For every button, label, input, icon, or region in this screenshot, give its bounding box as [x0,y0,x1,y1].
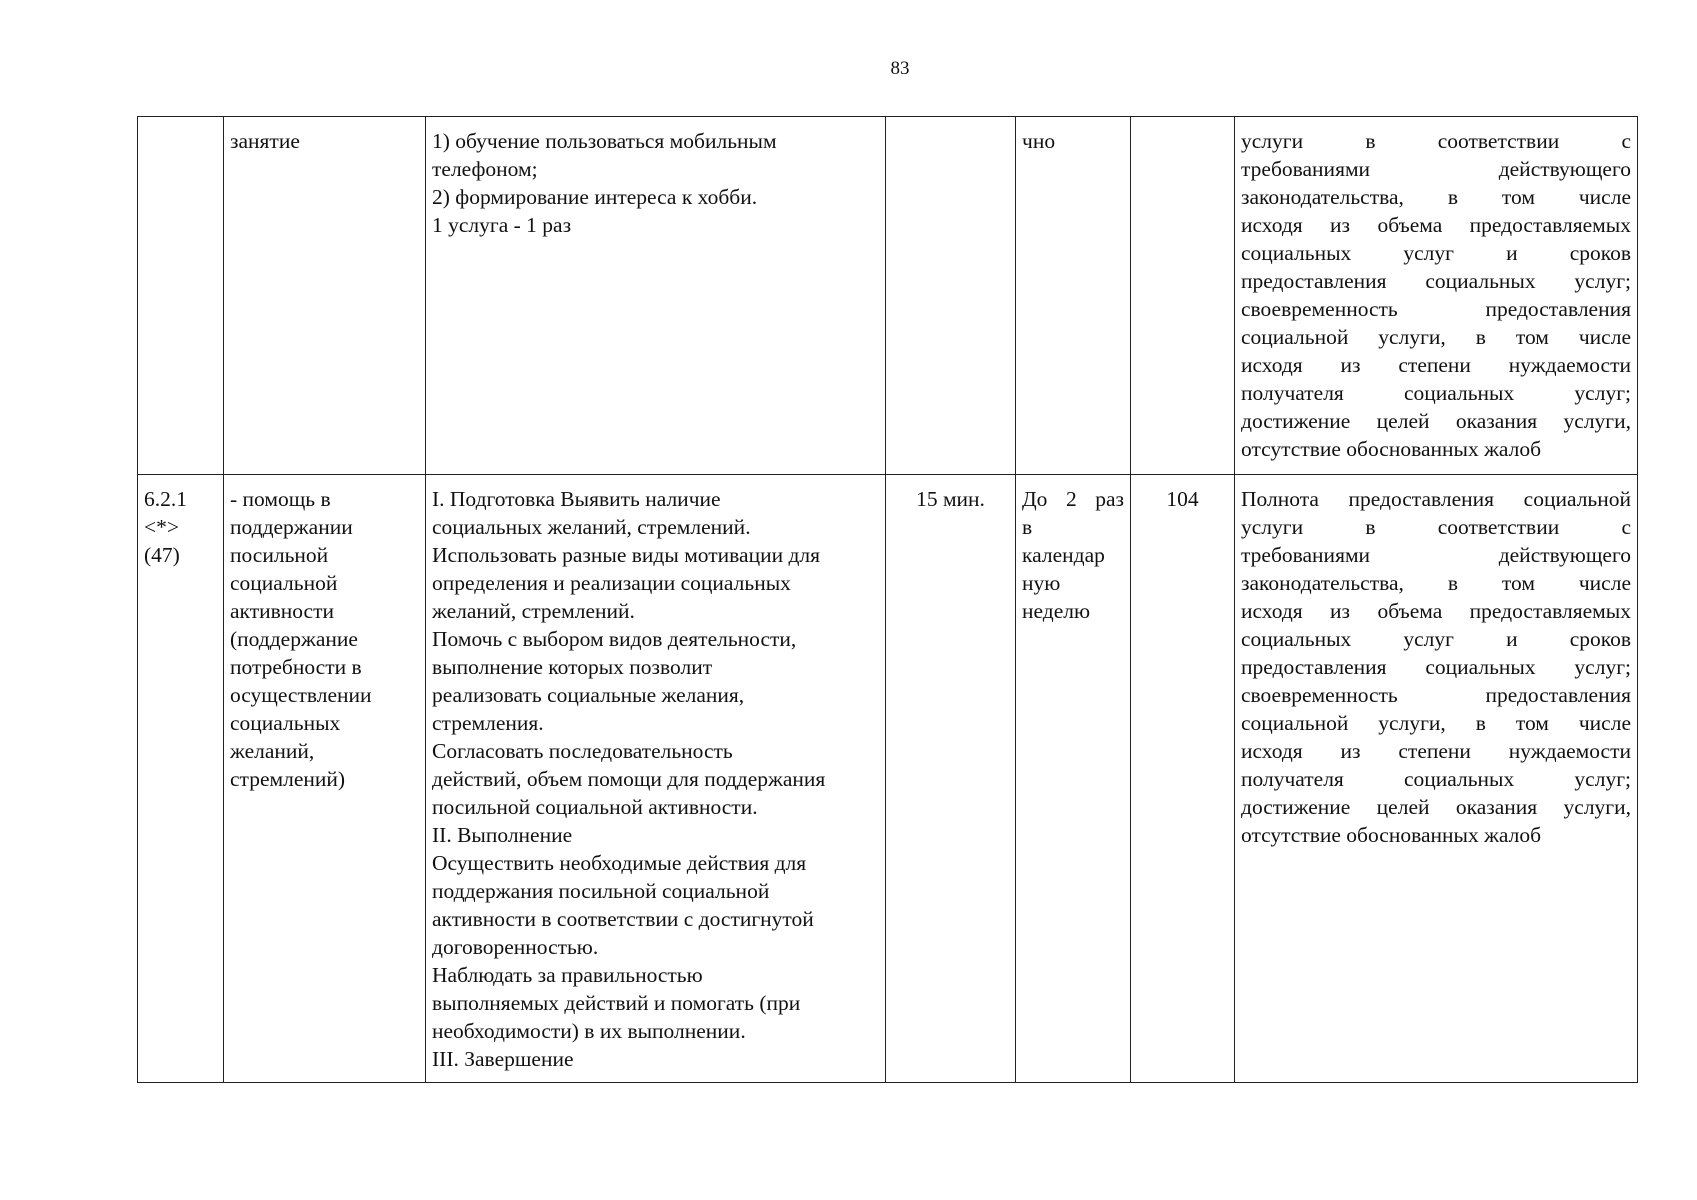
text-line: стремлений) [230,767,346,791]
text-line: получателя социальных услуг; [1241,381,1631,405]
text-line: 1 услуга - 1 раз [432,213,572,237]
frequency-cell [1016,475,1131,1083]
text-line: 2) формирование интереса к хобби. [432,185,758,209]
quality-criteria-cell [1235,475,1638,1083]
text-line: предоставления социальных услуг; [1241,655,1631,679]
text-line: исходя из степени нуждаемости [1241,353,1631,377]
code-cell [138,475,224,1083]
text-line: действий, объем помощи для поддержания [432,767,826,791]
text-line: календар [1022,543,1105,567]
text-line: 1) обучение пользоваться мобильным [432,129,777,153]
text-line: социальных услуг и сроков [1241,627,1631,651]
text-line: посильной социальной активности. [432,795,758,819]
text-line: Использовать разные виды мотивации для [432,543,821,567]
text-line: Согласовать последовательность [432,739,733,763]
text-line: достижение целей оказания услуги, [1241,409,1631,433]
text-line: Полнота предоставления социальной [1241,487,1631,511]
service-content-cell [426,117,886,475]
duration-cell: 15 мин. [886,475,1016,1083]
text-line: требованиями действующего [1241,157,1631,181]
text-line: желаний, стремлений. [432,599,635,623]
text-line: активности в соответствии с достигнутой [432,907,814,931]
service-name-cell [224,117,426,475]
cost-cell [1131,117,1235,475]
text-line: занятие [230,129,300,153]
text-line: в [1022,515,1033,539]
text-line: исходя из объема предоставляемых [1241,213,1631,237]
text-line: телефоном; [432,157,538,181]
text-line: Помочь с выбором видов деятельности, [432,627,797,651]
frequency-cell [1016,117,1131,475]
text-line: исходя из объема предоставляемых [1241,599,1631,623]
text-line: социальных [230,711,341,735]
text-line: законодательства, в том числе [1241,571,1631,595]
page-number: 83 [890,58,910,79]
duration-cell [886,117,1016,475]
text-line: реализовать социальные желания, [432,683,745,707]
text-line: достижение целей оказания услуги, [1241,795,1631,819]
text-line: необходимости) в их выполнении. [432,1019,746,1043]
text-line: - помощь в [230,487,331,511]
text-line: поддержания посильной социальной [432,879,770,903]
text-line: социальных услуг и сроков [1241,241,1631,265]
text-line: стремления. [432,711,544,735]
services-table [137,116,1638,1083]
text-line: требованиями действующего [1241,543,1631,567]
text-line: ную [1022,571,1061,595]
text-line: желаний, [230,739,315,763]
text-line: определения и реализации социальных [432,571,791,595]
text-line: договоренностью. [432,935,599,959]
text-line: своевременность предоставления [1241,297,1631,321]
text-line: отсутствие обоснованных жалоб [1241,437,1542,461]
text-line: услуги в соответствии с [1241,515,1631,539]
text-line: получателя социальных услуг; [1241,767,1631,791]
text-line: предоставления социальных услуг; [1241,269,1631,293]
text-line: законодательства, в том числе [1241,185,1631,209]
text-line: исходя из степени нуждаемости [1241,739,1631,763]
text-line: 6.2.1 [144,487,187,511]
text-line: чно [1022,129,1056,153]
text-line: социальной услуги, в том числе [1241,325,1631,349]
text-line: выполнение которых позволит [432,655,713,679]
text-line: социальной [230,571,338,595]
text-line: осуществлении [230,683,372,707]
text-line: услуги в соответствии с [1241,129,1631,153]
text-line: социальной услуги, в том числе [1241,711,1631,735]
quality-criteria-cell [1235,117,1638,475]
text-line: потребности в [230,655,362,679]
text-line: До 2 раз [1022,487,1124,511]
text-line: активности [230,599,334,623]
text-line: своевременность предоставления [1241,683,1631,707]
service-name-cell [224,475,426,1083]
text-line: поддержании [230,515,353,539]
text-line: выполняемых действий и помогать (при [432,991,801,1015]
text-line: Наблюдать за правильностью [432,963,703,987]
text-line: I. Подготовка Выявить наличие [432,487,721,511]
text-line: (поддержание [230,627,358,651]
service-content-cell [426,475,886,1083]
text-line: неделю [1022,599,1091,623]
table-row [138,117,1638,475]
text-line: <*> [144,515,180,539]
text-line: Осуществить необходимые действия для [432,851,807,875]
text-line: (47) [144,543,180,567]
cost-cell: 104 [1131,475,1235,1083]
text-line: III. Завершение [432,1047,574,1071]
text-line: II. Выполнение [432,823,573,847]
table-row [138,475,1638,1083]
text-line: отсутствие обоснованных жалоб [1241,823,1542,847]
code-cell [138,117,224,475]
text-line: социальных желаний, стремлений. [432,515,751,539]
text-line: посильной [230,543,329,567]
